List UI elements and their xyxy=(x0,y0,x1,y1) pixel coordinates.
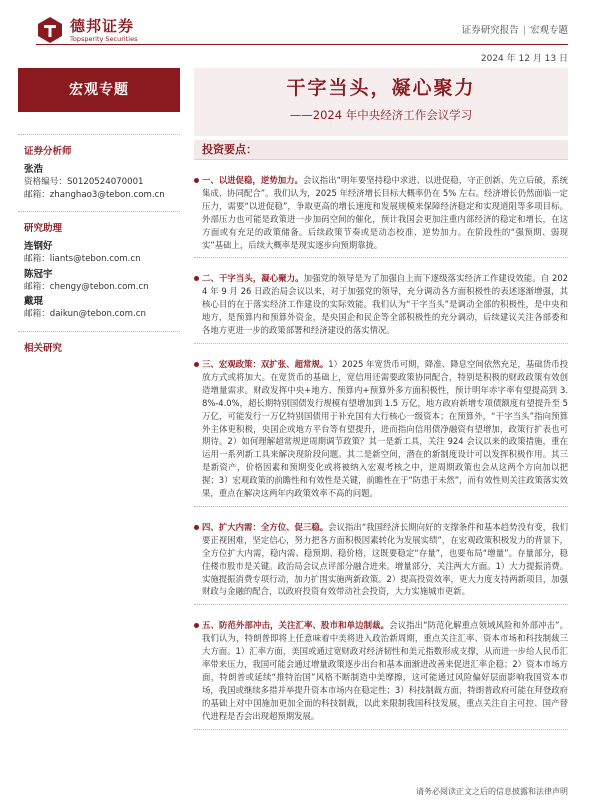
assistant-name: 陈冠宇 xyxy=(24,268,53,280)
tebon-logo-icon xyxy=(36,16,64,44)
key-point-lead: 五、防范外部冲击，关注汇率、股市和单边制裁。 xyxy=(202,620,390,631)
assistant-name: 戴琨 xyxy=(24,296,44,307)
key-point xyxy=(194,358,568,507)
bullet-icon xyxy=(194,362,199,367)
key-point-text xyxy=(202,619,568,722)
key-point xyxy=(194,521,568,605)
key-point-lead: 三、宏观政策：双扩张、超常规。 xyxy=(202,358,329,369)
assistant xyxy=(24,240,174,266)
assistant-email[interactable]: 邮箱：liants@tebon.com.cn xyxy=(24,254,141,264)
assistant-heading: 研究助理 xyxy=(24,223,63,234)
brand-name-en: Topsperity Securities xyxy=(70,35,138,43)
key-point-text xyxy=(202,174,568,251)
analyst xyxy=(24,163,174,201)
key-point-text xyxy=(202,521,568,598)
report-subtitle: ——2024 年中央经济工作会议学习 xyxy=(289,108,473,122)
bullet-icon xyxy=(194,623,199,628)
analyst-name: 张浩 xyxy=(24,164,44,175)
key-point-lead: 一、以进促稳，逆势加力。 xyxy=(202,175,303,185)
analyst-cert: 资格编号：S0120524070001 xyxy=(24,177,144,187)
key-point-body: 会议指出“明年要坚持稳中求进、以进促稳，守正创新、先立后破，系统集成、协同配合”。我们认为，2025 年经济增长目标大概率仍在 5% 左右。经济增长仍然面临一定压力，需要“以进促稳”，争取更高的增长速度和发展规模来保障经济稳定和实现道阻等多项目标。外部压力也可能是政策进一步加码空间的催化，预计我国会更加注重内部经济的稳定和增长，在这方面或有充足的政策储备。后续政策节奏或是动态校准、逆势加力。在阶段性的“强预期、弱现实”基础上，后续大概率是现实逐步向预期靠拢。 xyxy=(202,175,569,250)
key-point-text xyxy=(202,272,568,337)
disclaimer-footer: 请务必阅读正文之后的信息披露和法律声明 xyxy=(416,787,568,796)
tag-macro-special: 宏观专题 xyxy=(529,25,568,36)
brand-name: 德邦证券 xyxy=(70,17,135,35)
assistant-email[interactable]: 邮箱：chengy@tebon.com.cn xyxy=(24,281,149,292)
bullet-icon xyxy=(194,178,199,183)
analyst-heading: 证券分析师 xyxy=(24,146,72,157)
tag-research-report: 证券研究报告 xyxy=(461,25,519,36)
tag-separator: | xyxy=(522,25,526,36)
key-point-body: 会议指出“我国经济长期向好的支撑条件和基本趋势没有变，我们要正视困难，坚定信心，努力把各方面积极因素转化为发展实绩”，在宏观政策积极发力的背景下，全方位扩大内需，稳内需、稳预期、稳价格，这既要稳定“存量”，也要布局“增量”。存量部分，稳住楼市股市是关键。政治局会议点评部分融合进来。增量部分，关注两大方面。1）大力提振消费。实施提振消费专项行动，加力扩围实施两新政策。2）提高投资效率，更大力度支持两新项目，加强财政与金融的配合，以政府投资有效带动社会投资，大力实施城市更新。 xyxy=(202,521,569,597)
analyst-section xyxy=(18,134,180,201)
related-research-heading: 相关研究 xyxy=(24,342,63,354)
title-band xyxy=(194,68,568,136)
key-point xyxy=(194,174,568,258)
sidebar-title: 宏观专题 xyxy=(18,68,180,112)
key-point-body: 1）2025 年宽货币可期，降准、降息空间依然充足，基础货币投放方式或将加大。在宽货币的基础上，宽信用还需要政策协同配合，特别是积极的财政政策有效创造增量需求。财政发挥中央+地方、预算内+预算外多方面积极性，预计明年赤字率有望提高到 3.8%-4.0%，超长期特别国债发行规模有望增加到 1.5 万亿，地方政府新增专项债额度有望提升至 5 万亿，可能发行一万亿特别国债用于补充国有大行核心一级资本；在预算外，“干字当头”指向预算外主体更积极，央国企或地方平台等有望提升，进而指向信用债净融资有望增加，政策行扩表也可期待。2）如何理解超常规逆周期调节政策？其一是新工具，关注 924 会议以来的政策措施，重在运用一系列新工具来解决现阶段问题。其二是新空间，潜在的新制度设计可以发挥积极作用。其三是新资产，价格因素和预期变化或将被纳入宏观考核之中，逆周期政策也会从这两个方向加以把握；3）宏观政策的前瞻性和有效性是关键，前瞻性在于“防患于未然”，而有效性则关注政策落实效果，重点在解决这两年内政策效率不高的问题。 xyxy=(202,358,568,499)
assistant-name: 连钢好 xyxy=(24,241,53,252)
report-date: 2024 年 12 月 13 日 xyxy=(480,54,568,64)
report-title: 干字当头，凝心聚力 xyxy=(286,77,476,99)
key-point-body: 会议指出“防范化解重点领域风险和外部冲击”。我们认为，特朗普即将上任意味着中美将进入政治新周期，重点关注汇率、资本市场和科技制裁三大方面。1）汇率方面，美国或通过宽财政对经济韧性和美元指数形成支撑，从而进一步给人民币汇率带来压力，我国可能会通过增量政策逐步出台和基本面渐进改善来促进汇率企稳；2）资本市场方面，特朗普或延续“推特治国”风格不断制造中美摩擦，这可能通过风险偏好层面影响我国资本市场，我国或继续多措并举提升资本市场内在稳定性；3）科技制裁方面，特朗普政府可能在拜登政府的基础上对中国施加更加全面的科技制裁，以此来限制我国科技发展，重点关注自主可控、国产替代进程是否会出现超预期发展。 xyxy=(202,620,569,721)
assistant-section xyxy=(18,211,180,321)
key-point-body: 加强党的领导是为了加强自上而下逐级落实经济工作建设效能。自 2024 年 9 月 26 日政治局会议以来，对于加强党的领导，充分调动各方面积极性的表述逐渐增强，其核心目的在于落实经济工作建设的实际效能。我们认为“干字当头”是调动全部的积极性，是中央和地方，是预算内和预算外资金，是央国企和民企等全部积极性的充分调动，后续建议关注各部委和各地方更进一步的政策部署和经济建设的落实情况。 xyxy=(202,273,568,336)
key-point-text xyxy=(202,358,568,500)
brand-logo xyxy=(36,14,160,48)
bullet-icon xyxy=(194,276,199,281)
key-point xyxy=(194,619,568,729)
header-divider xyxy=(36,44,568,45)
assistant xyxy=(24,295,174,321)
analyst-email[interactable]: 邮箱：zhanghao3@tebon.com.cn xyxy=(24,189,165,200)
sidebar xyxy=(18,68,180,788)
assistant-email[interactable]: 邮箱：daikun@tebon.com.cn xyxy=(24,309,146,319)
key-point-lead: 二、干字当头，凝心聚力。 xyxy=(202,273,304,284)
key-points-heading: 投资要点： xyxy=(194,140,568,160)
key-point-lead: 四、扩大内需：全方位、促三稳。 xyxy=(202,521,329,532)
related-research-section xyxy=(18,331,180,354)
report-type-tags xyxy=(462,22,568,36)
bullet-icon xyxy=(194,525,199,530)
main-content xyxy=(194,68,568,730)
assistant xyxy=(24,268,174,294)
key-point xyxy=(194,272,568,344)
